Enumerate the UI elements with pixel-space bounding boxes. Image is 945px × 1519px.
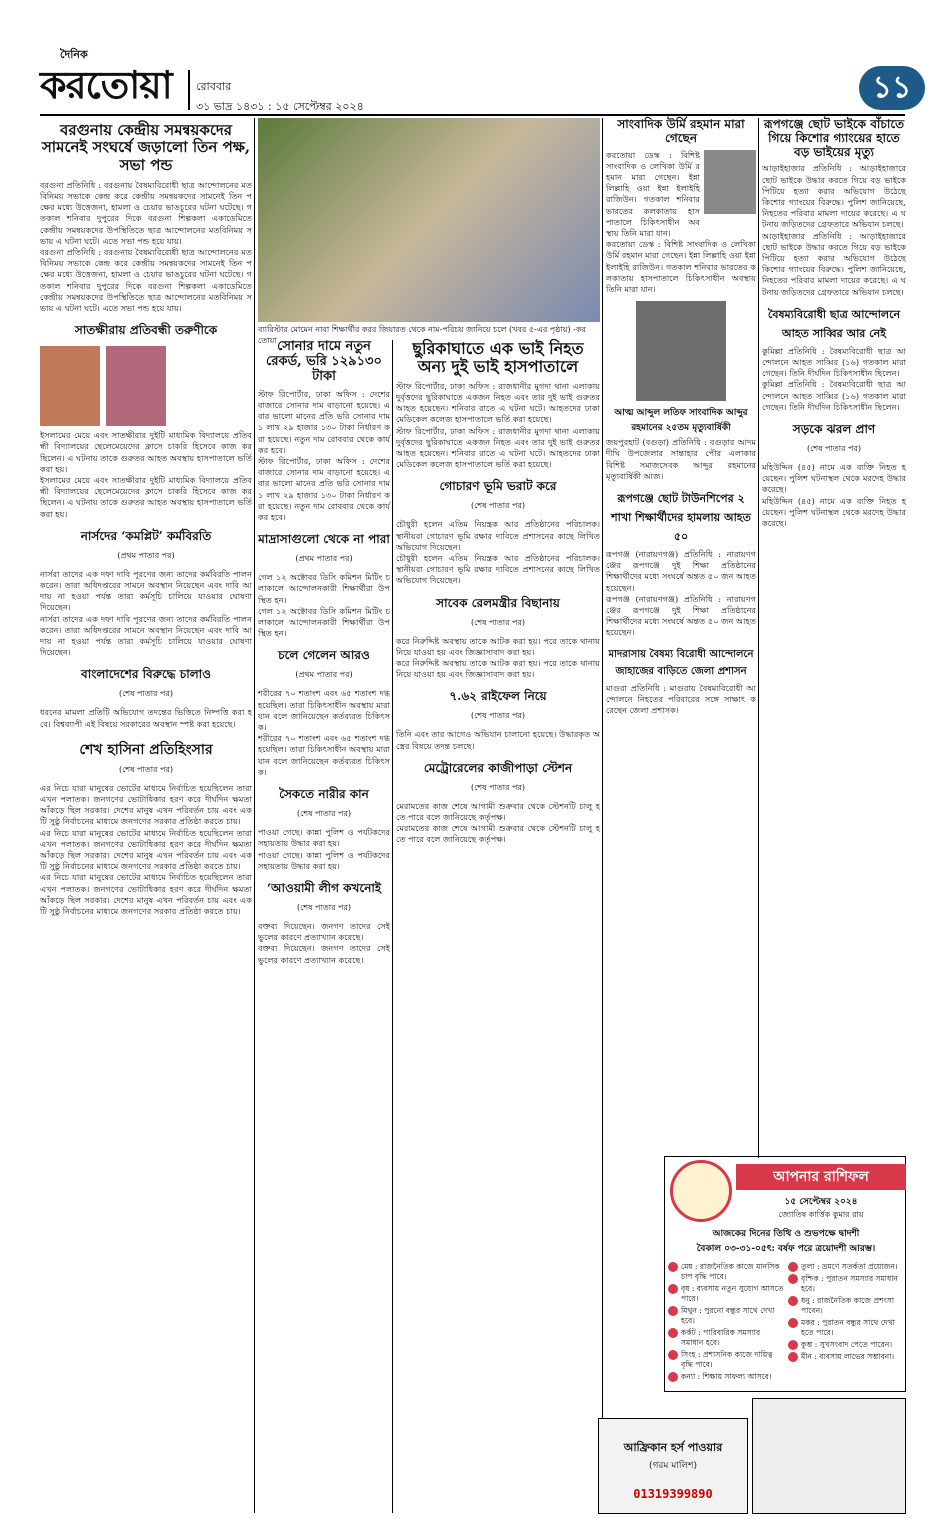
zodiac-entry — [788, 1318, 904, 1338]
student-movement-headline: বৈষম্যবিরোধী ছাত্র আন্দোলনে আহত সাব্বির আর নেই — [767, 307, 901, 340]
soikot-body: পাওয়া গেছে। কান্না পুলিশ ও পর্যটকদের সহায়তায় উদ্ধার করা হয়। — [258, 827, 390, 849]
zodiac-sign-icon — [668, 1328, 678, 1338]
zodiac-entry — [788, 1296, 904, 1316]
rupganj-school-headline: রূপগঞ্জে ছোট টাউনশিপের ২ শাখা শিক্ষার্থীদের হামলায় আহত ৫০ — [611, 492, 751, 544]
photo-caption: ব্যারিস্টার মোমেন নাবা শিক্ষার্থীর করর জিয়ারত থেকে নাম-পরিচয় জানিয়ে চলে (খবর ৫-এর পৃষ্ঠায়) — [258, 325, 571, 334]
more-dead-continued: (প্রথম পাতার পর) — [295, 670, 353, 680]
rail-body-more: করে নিরুদ্দিষ্ট অবস্থায় তাকে আটক করা হয়। পরে তাকে থানায় নিয়ে যাওয়া হয় এবং জিজ্ঞাসাবাদ করা হয়। — [396, 658, 600, 680]
nurses-continued: (প্রথম পাতার পর) — [117, 550, 175, 560]
pasture-body: চৌধুরী হলেন এতিম নিয়ন্ত্রক আর প্রতিষ্ঠানের পরিচালক। স্থানীয়রা গোচারণ ভূমি রক্ষার দাবিতে প্রশাসনের কাছে লিখিত অভিযোগ দিয়েছেন। — [396, 519, 600, 552]
hasina-continued: (শেষ পাতার পর) — [118, 764, 174, 774]
nurses-body-more: নার্সরা তাদের এক দফা দাবি পূরণের জন্য তাদের কর্মবিরতি পালন করেন। তারা অধিদপ্তরের সামনে অবস্থান নিয়েছেন এবং দাবি আদায় না হওয়া পর্যন্ত তারা কর্মসূচি চালিয়ে যাওয়ার ঘোষণা দিয়েছেন। — [40, 613, 252, 658]
stabbing-headline-2: অন্য দুই ভাই হাসপাতালে — [417, 357, 579, 377]
road-body-more: মহিউদ্দিন (৪৫) নামে এক ব্যক্তি নিহত হয়েছেন। পুলিশ ঘটনাস্থল থেকে মরদেহ উদ্ধার করেছে। — [762, 495, 906, 529]
zodiac-entry — [668, 1372, 784, 1382]
gold-body-more: স্টাফ রিপোর্টার, ঢাকা অফিস : দেশের বাজারে সোনার দাম বাড়ানো হয়েছে। এবার ভালো মানের প্রতি ভরি সোনার দাম ১ লাখ ২৯ হাজার ১৩০ টাকা নির্ধারণ করা হয়েছে। নতুন দাম রোববার থেকে কার্যকর হবে। — [258, 456, 390, 523]
zodiac-text: বৃষ : ব্যবসায় নতুন সুযোগ আসতে পারে। — [681, 1284, 784, 1303]
awami-body-more: বক্তব্য দিয়েছেন। জনগণ তাদের সেই ভুলের কারণে প্রত্যাখ্যান করেছে। — [258, 943, 390, 965]
center-left-column — [258, 340, 390, 1513]
zodiac-text: মীন : ব্যবসায় লাভের সম্ভাবনা। — [801, 1352, 895, 1361]
student-movement-body: কুমিল্লা প্রতিনিধি : বৈষম্যবিরোধী ছাত্র আন্দোলনে আহত সাব্বির (১৬) গতকাল মারা গেছেন। তিনি দীর্ঘদিন চিকিৎসাধীন ছিলেন। — [762, 345, 906, 379]
rashifal-right-list — [788, 1262, 904, 1390]
rupganj-body-more: আড়াইহাজার প্রতিনিধি : আড়াইহাজারে ছোট ভাইকে উদ্ধার করতে গিয়ে বড় ভাইকে পিটিয়ে হত্যা করার অভিযোগ উঠেছে কিশোর গ্যাংয়ের বিরুদ্ধে। পুলিশ জানিয়েছে, নিহতের পরিবার মামলা দায়ের করেছে। এ ঘটনায় জড়িতদের গ্রেফতারে অভিযান চলছে। — [762, 230, 906, 297]
satkhira-headline: সাতক্ষীরায় প্রতিবন্ধী তরুণীকে — [74, 323, 218, 338]
rashifal-title: আপনার রাশিফল — [736, 1164, 906, 1190]
page-number-badge: ১১ — [859, 66, 925, 110]
madrasa-headline: মাদ্রাসাগুলো থেকে না পারা — [258, 532, 390, 547]
madrasa-body: গেল ১২ অক্টোবর ডিসি কমিশন মিটিং চলাকালে আন্দোলনকারী শিক্ষার্থীরা উপস্থিত হন। — [258, 572, 390, 605]
rupganj-headline: রূপগঞ্জে ছোট ভাইকে বাঁচাতে গিয়ে কিশোর গ্যাংয়ের হাতে বড় ভাইয়ের মৃত্যু — [763, 117, 905, 159]
hasina-body: এর নিচে যারা মানুষের ভোটের মাধ্যমে নির্বাচিত হয়েছিলেন তারা এখন পলাতক। জনগণের ভোটাধিকার হরণ করে দীর্ঘদিন ক্ষমতা আঁকড়ে ছিল সরকার। দেশের মানুষ এখন পরিবর্তন চায় এবং একটি সুষ্ঠু নির্বাচনের মাধ্যমে জনগণের সরকার প্রতিষ্ঠা করতে চায়। — [40, 782, 252, 827]
photo-credit: -করতোয়া — [258, 325, 586, 346]
madrasa-continued: (প্রথম পাতার পর) — [295, 554, 353, 564]
rifle-body: তিনি এবং তার আগেও অভিযান চালানো হয়েছে। উদ্ধারকৃত অস্ত্রের বিষয়ে তদন্ত চলছে। — [396, 729, 600, 751]
center-column — [396, 340, 600, 1513]
hasina-headline: শেখ হাসিনা প্রতিহিংসার — [79, 741, 213, 758]
zodiac-entry — [668, 1306, 784, 1326]
metro-continued: (শেষ পাতার পর) — [470, 782, 526, 792]
column-divider — [602, 118, 603, 1513]
barguna-body-more: বরগুনা প্রতিনিধি : বরগুনায় বৈষম্যবিরোধী ছাত্র আন্দোলনের মতবিনিময় সভাকে কেন্দ্র করে কেন্দ্রীয় সমন্বয়কদের সামনেই তিন পক্ষের মধ্যে উত্তেজনা, হামলা ও চেয়ার ভাঙচুরের ঘটনা ঘটেছে। গতকাল শনিবার দুপুরের দিকে বরগুনা শিল্পকলা একাডেমিতে কেন্দ্রীয় সমন্বয়কদের উপস্থিতিতে ছাত্র আন্দোলনের মতবিনিময় সভায় এ ঘটনা ঘটে। এতে সভা পন্ড হয়ে যায়। — [40, 246, 252, 313]
zodiac-entry — [788, 1274, 904, 1294]
bangladesh-headline: বাংলাদেশের বিরুদ্ধে চালাও — [81, 667, 211, 682]
metro-headline: মেট্রোরেলের কাজীপাড়া স্টেশন — [423, 760, 573, 775]
pasture-body-more: চৌধুরী হলেন এতিম নিয়ন্ত্রক আর প্রতিষ্ঠানের পরিচালক। স্থানীয়রা গোচারণ ভূমি রক্ষার দাবিতে প্রশাসনের কাছে লিখিত অভিযোগ দিয়েছেন। — [396, 553, 600, 586]
rupganj-body: আড়াইহাজার প্রতিনিধি : আড়াইহাজারে ছোট ভাইকে উদ্ধার করতে গিয়ে বড় ভাইকে পিটিয়ে হত্যা করার অভিযোগ উঠেছে কিশোর গ্যাংয়ের বিরুদ্ধে। পুলিশ জানিয়েছে, নিহতের পরিবার মামলা দায়ের করেছে। এ ঘটনায় জড়িতদের গ্রেফতারে অভিযান চলছে। — [762, 163, 906, 230]
barguna-headline: বরগুনায় কেন্দ্রীয় সমন্বয়কদের সামনেই সংঘর্ষে জড়ালো তিন পক্ষ, সভা পন্ড — [41, 121, 251, 174]
ad-horse-image — [752, 1398, 906, 1514]
right-column — [762, 118, 906, 1138]
rashifal-astrologer: জ্যোতিষ কার্ত্তিক কুমার রায় — [778, 1210, 864, 1219]
madrasa-body-more: গেল ১২ অক্টোবর ডিসি কমিশন মিটিং চলাকালে আন্দোলনকারী শিক্ষার্থীরা উপস্থিত হন। — [258, 605, 390, 639]
soikot-body-more: পাওয়া গেছে। কান্না পুলিশ ও পর্যটকদের সহায়তায় উদ্ধার করা হয়। — [258, 849, 390, 871]
gold-body: স্টাফ রিপোর্টার, ঢাকা অফিস : দেশের বাজারে সোনার দাম বাড়ানো হয়েছে। এবার ভালো মানের প্রতি ভরি সোনার দাম ১ লাখ ২৯ হাজার ১৩০ টাকা নির্ধারণ করা হয়েছে। নতুন দাম রোববার থেকে কার্যকর হবে। — [258, 388, 390, 455]
zodiac-entry — [668, 1284, 784, 1304]
satkhira-body-more: ইসলামের মেয়ে এবং সাতক্ষীরার দুইটি মাধ্যমিক বিদ্যালয়ে প্রতিবন্ধী বিদ্যালয়ের ছেলেমেয়েদের ক্লাসে চাকরি হিসেবে কাজ করছিলেন। এ ঘটনায় তাকে গুরুতর আহত অবস্থায় হাসপাতালে ভর্তি করা হয়। — [40, 475, 252, 519]
zodiac-entry — [668, 1328, 784, 1348]
zodiac-sign-icon — [788, 1296, 798, 1306]
left-column — [40, 118, 252, 1513]
more-dead-body: শরীরের ৭০ শতাংশ এবং ৬৫ শতাংশ দগ্ধ হয়েছিল। তারা চিকিৎসাধীন অবস্থায় মারা যান বলে জানিয়েছেন কর্তব্যরত চিকিৎসক। — [258, 688, 390, 733]
awami-continued: (শেষ পাতার পর) — [296, 902, 352, 912]
zodiac-text: মেষ : রাজনৈতিক কাজে মানসিক চাপ বৃদ্ধি পাবে। — [681, 1262, 780, 1281]
rashifal-date: ১৫ সেপ্টেম্বর ২০২৪ — [784, 1197, 858, 1207]
zodiac-text: তুলা : ভ্রমণে সতর্কতা প্রয়োজন। — [801, 1262, 898, 1271]
gold-headline: সোনার দামে নতুন রেকর্ড, ভরি ১২৯১৩০ টাকা — [266, 339, 382, 384]
zodiac-sign-icon — [668, 1262, 678, 1272]
rifle-headline: ৭.৬২ রাইফেল নিয়ে — [449, 689, 547, 704]
rail-continued: (শেষ পাতার পর) — [470, 617, 526, 627]
more-dead-headline: চলে গেলেন আরও — [278, 648, 370, 663]
zodiac-entry — [668, 1350, 784, 1370]
hasina-body-more: এর নিচে যারা মানুষের ভোটের মাধ্যমে নির্বাচিত হয়েছিলেন তারা এখন পলাতক। জনগণের ভোটাধিকার হরণ করে দীর্ঘদিন ক্ষমতা আঁকড়ে ছিল সরকার। দেশের মানুষ এখন পরিবর্তন চায় এবং একটি সুষ্ঠু নির্বাচনের মাধ্যমে জনগণের সরকার প্রতিষ্ঠা করতে চায়। — [40, 827, 252, 872]
zodiac-sign-icon — [788, 1352, 798, 1362]
sylhet-body: মাগুরা প্রতিনিধি : মাগুরায় বৈষম্যবিরোধী আন্দোলনে নিহতের পরিবারের সঙ্গে সাক্ষাৎ করেছেন জেলা প্রশাসক। — [606, 682, 756, 716]
student-movement-body-more: কুমিল্লা প্রতিনিধি : বৈষম্যবিরোধী ছাত্র আন্দোলনে আহত সাব্বির (১৬) গতকাল মারা গেছেন। তিনি দীর্ঘদিন চিকিৎসাধীন ছিলেন। — [762, 379, 906, 412]
ad-subtitle: (গরম মালিশ) — [649, 1461, 697, 1471]
weekday: রোববার — [196, 80, 232, 93]
journalist-body: করতোয়া ডেস্ক : বিশিষ্ট সাংবাদিক ও লেখিকা উর্মি রহমান মারা গেছেন। ইন্না লিল্লাহি ওয়া ইন্না ইলাইহি রাজিউন। গতকাল শনিবার ভারতের কলকাতায় হাসপাতালে চিকিৎসাধীন অবস্থায় তিনি মারা যান। — [606, 149, 700, 239]
ad-box — [598, 1418, 748, 1514]
awami-body: বক্তব্য দিয়েছেন। জনগণ তাদের সেই ভুলের কারণে প্রত্যাখ্যান করেছে। — [258, 920, 390, 943]
sylhet-headline: মাদরাসায় বৈষম্য বিরোধী আন্দোলনে জাহাজের বাড়িতে জেলা প্রশাসন — [608, 648, 754, 677]
zodiac-sign-icon — [668, 1350, 678, 1360]
column-divider — [392, 340, 393, 1513]
satkhira-body: ইসলামের মেয়ে এবং সাতক্ষীরার দুইটি মাধ্যমিক বিদ্যালয়ে প্রতিবন্ধী বিদ্যালয়ের ছেলেমেয়েদের ক্লাসে চাকরি হিসেবে কাজ করছিলেন। এ ঘটনায় তাকে গুরুতর আহত অবস্থায় হাসপাতালে ভর্তি করা হয়। — [40, 430, 252, 474]
rashifal-tithi — [668, 1226, 904, 1260]
zodiac-sign-icon — [788, 1274, 798, 1284]
column-divider — [758, 118, 759, 1158]
ad-title: আফ্রিকান হর্স পাওয়ার — [623, 1441, 723, 1454]
barguna-body: বরগুনা প্রতিনিধি : বরগুনায় বৈষম্যবিরোধী ছাত্র আন্দোলনের মতবিনিময় সভাকে কেন্দ্র করে কেন্দ্রীয় সমন্বয়কদের সামনেই তিন পক্ষের মধ্যে উত্তেজনা, হামলা ও চেয়ার ভাঙচুরের ঘটনা ঘটেছে। গতকাল শনিবার দুপুরের দিকে বরগুনা শিল্পকলা একাডেমিতে কেন্দ্রীয় সমন্বয়কদের উপস্থিতিতে ছাত্র আন্দোলনের মতবিনিময় সভায় এ ঘটনা ঘটে। এতে সভা পন্ড হয়ে যায়। — [40, 179, 252, 246]
rally-photo — [258, 118, 600, 322]
awami-headline: ‘আওয়ামী লীগ কখনোই — [266, 880, 382, 895]
pasture-headline: গোচারণ ভূমি ভরাট করে — [439, 479, 557, 494]
stabbing-body-more: স্টাফ রিপোর্টার, ঢাকা অফিস : রাজধানীর মুগদা থানা এলাকায় দুর্বৃত্তদের ছুরিকাঘাতে একজন নিহত এবং তার দুই ভাই গুরুতর আহত হয়েছেন। শনিবার রাতে এ ঘটনা ঘটে। আহতদের ঢাকা মেডিকেল কলেজ হাসপাতালে ভর্তি করা হয়েছে। — [396, 425, 600, 470]
soikot-headline: সৈকতে নারীর কান — [279, 787, 369, 802]
stabbing-headline-1: ছুরিকাঘাতে এক ভাই নিহত — [412, 339, 584, 358]
victim-photo-1 — [40, 346, 100, 426]
dateline: ৩১ ভাদ্র ১৪৩১ : ১৫ সেপ্টেম্বর ২০২৪ — [196, 100, 364, 113]
zodiac-entry — [788, 1340, 904, 1350]
journalist-headline: সাংবাদিক উর্মি রহমান মারা গেছেন — [617, 117, 745, 145]
newspaper-logo: করতোয়া — [40, 62, 172, 107]
rifle-continued: (শেষ পাতার পর) — [470, 711, 526, 721]
zodiac-sign-icon — [668, 1372, 678, 1382]
obituary-caption: আত্ম আব্দুল লতিফ সাংবাদিক আব্দুর রহমানের ২৫তম মৃত্যুবার্ষিকী — [614, 408, 748, 434]
hasina-body-more-2: এর নিচে যারা মানুষের ভোটের মাধ্যমে নির্বাচিত হয়েছিলেন তারা এখন পলাতক। জনগণের ভোটাধিকার হরণ করে দীর্ঘদিন ক্ষমতা আঁকড়ে ছিল সরকার। দেশের মানুষ এখন পরিবর্তন চায় এবং একটি সুষ্ঠু নির্বাচনের মাধ্যমে জনগণের সরকার প্রতিষ্ঠা করতে চায়। — [40, 872, 252, 917]
zodiac-sign-icon — [668, 1284, 678, 1294]
zodiac-sign-icon — [788, 1262, 798, 1272]
pasture-continued: (শেষ পাতার পর) — [470, 501, 526, 511]
masthead-divider — [188, 70, 190, 110]
obituary-photo — [636, 301, 726, 401]
obituary-body: জয়পুরহাট (বগুড়া) প্রতিনিধি : বগুড়ার আদমদীঘি উপজেলার সান্তাহার পৌর এলাকার বিশিষ্ট সমাজসেবক আব্দুর রহমানের মৃত্যুবার্ষিকী আজ। — [606, 437, 756, 481]
rashifal-meta — [736, 1194, 906, 1224]
zodiac-wheel-icon — [670, 1160, 732, 1222]
road-continued: (শেষ পাতার পর) — [806, 444, 862, 454]
nurses-headline: নার্সদের ‘কমপ্লিট’ কর্মবিরতি — [80, 528, 212, 543]
ad-phone: 01319399890 — [633, 1487, 713, 1501]
zodiac-text: বৃশ্চিক : পুরাতন সমস্যার সমাধান হবে। — [801, 1274, 898, 1293]
metro-body-more: মেরামতের কাজ শেষে আগামী শুক্রবার থেকে স্টেশনটি চালু হতে পারে বলে জানিয়েছে কর্তৃপক্ষ। — [396, 823, 600, 845]
rashifal-today-title: আজকের দিনের তিথি ও শুভপক্ষে দ্বাদশী — [712, 1229, 860, 1239]
logo-small-text: দৈনিক — [60, 48, 88, 61]
journalist-body-more: করতোয়া ডেস্ক : বিশিষ্ট সাংবাদিক ও লেখিকা উর্মি রহমান মারা গেছেন। ইন্না লিল্লাহি ওয়া ইন্না ইলাইহি রাজিউন। গতকাল শনিবার ভারতের কলকাতায় হাসপাতালে চিকিৎসাধীন অবস্থায় তিনি মারা যান। — [606, 239, 756, 295]
zodiac-text: মকর : পুরাতন বন্ধুর সাথে দেখা হতে পারে। — [801, 1318, 895, 1337]
zodiac-sign-icon — [788, 1318, 798, 1328]
zodiac-text: মিথুন : পুরনো বন্ধুর সাথে দেখা হবে। — [681, 1306, 775, 1325]
zodiac-text: ধনু : রাজনৈতিক কাজে প্রশংসা পাবেন। — [801, 1296, 895, 1315]
journalist-photo — [704, 150, 756, 214]
column-divider — [254, 118, 255, 1513]
rashifal-left-list — [668, 1262, 784, 1390]
road-headline: সড়কে ঝরল প্রাণ — [792, 422, 876, 437]
stabbing-body: স্টাফ রিপোর্টার, ঢাকা অফিস : রাজধানীর মুগদা থানা এলাকায় দুর্বৃত্তদের ছুরিকাঘাতে একজন নিহত এবং তার দুই ভাই গুরুতর আহত হয়েছেন। শনিবার রাতে এ ঘটনা ঘটে। আহতদের ঢাকা মেডিকেল কলেজ হাসপাতালে ভর্তি করা হয়েছে। — [396, 380, 600, 425]
victim-photo-2 — [106, 346, 166, 426]
bangladesh-body: ধরনের মামলা প্রতিটি অভিযোগ তদন্তের ভিত্তিতে নিষ্পত্তি করা হবে। বিশ্বব্যাপী এই বিষয়ে সরকারের অবস্থান স্পষ্ট করা হয়েছে। — [40, 707, 252, 729]
rashifal-time: বৈকাল ০৩-৩১-০৫ৎ: বর্ষফ পরে ত্রয়োদশী আরম্ভ। — [696, 1244, 876, 1254]
rail-headline: সাবেক রেলমন্ত্রীর বিছানায় — [436, 595, 560, 610]
soikot-continued: (শেষ পাতার পর) — [296, 809, 352, 819]
zodiac-entry — [668, 1262, 784, 1282]
zodiac-text: কর্কট : পারিবারিক সমস্যার সমাধান হবে। — [681, 1328, 761, 1347]
more-dead-body-more: শরীরের ৭০ শতাংশ এবং ৬৫ শতাংশ দগ্ধ হয়েছিল। তারা চিকিৎসাধীন অবস্থায় মারা যান বলে জানিয়েছেন কর্তব্যরত চিকিৎসক। — [258, 733, 390, 777]
photo-caption-bar — [258, 324, 600, 346]
rupganj-school-body: রূপগঞ্জ (নারায়ণগঞ্জ) প্রতিনিধি : নারায়ণগঞ্জের রূপগঞ্জে দুই শিক্ষা প্রতিষ্ঠানের শিক্ষার্থীদের মধ্যে সংঘর্ষে অন্তত ৫০ জন আহত হয়েছেন। — [606, 549, 756, 593]
zodiac-sign-icon — [788, 1340, 798, 1350]
road-body: মহিউদ্দিন (৪৫) নামে এক ব্যক্তি নিহত হয়েছেন। পুলিশ ঘটনাস্থল থেকে মরদেহ উদ্ধার করেছে। — [762, 462, 906, 495]
rail-body: করে নিরুদ্দিষ্ট অবস্থায় তাকে আটক করা হয়। পরে তাকে থানায় নিয়ে যাওয়া হয় এবং জিজ্ঞাসাবাদ করা হয়। — [396, 635, 600, 657]
zodiac-entry — [788, 1352, 904, 1362]
bangladesh-continued: (শেষ পাতার পর) — [118, 689, 174, 699]
rupganj-school-body-more: রূপগঞ্জ (নারায়ণগঞ্জ) প্রতিনিধি : নারায়ণগঞ্জের রূপগঞ্জে দুই শিক্ষা প্রতিষ্ঠানের শিক্ষার্থীদের মধ্যে সংঘর্ষে অন্তত ৫০ জন আহত হয়েছেন। — [606, 593, 756, 638]
masthead — [0, 0, 945, 114]
header-rule — [40, 114, 905, 116]
zodiac-text: কুম্ভ : সুখসংবাদ পেতে পারেন। — [801, 1340, 893, 1349]
metro-body: মেরামতের কাজ শেষে আগামী শুক্রবার থেকে স্টেশনটি চালু হতে পারে বলে জানিয়েছে কর্তৃপক্ষ। — [396, 800, 600, 823]
zodiac-sign-icon — [668, 1306, 678, 1316]
nurses-body: নার্সরা তাদের এক দফা দাবি পূরণের জন্য তাদের কর্মবিরতি পালন করেন। তারা অধিদপ্তরের সামনে অবস্থান নিয়েছেন এবং দাবি আদায় না হওয়া পর্যন্ত তারা কর্মসূচি চালিয়ে যাওয়ার ঘোষণা দিয়েছেন। — [40, 568, 252, 613]
zodiac-entry — [788, 1262, 904, 1272]
zodiac-text: কন্যা : শিক্ষায় সাফল্য আসবে। — [681, 1372, 772, 1381]
zodiac-text: সিংহ : প্রশাসনিক কাজে দায়িত্ব বৃদ্ধি পাবে। — [681, 1350, 773, 1369]
